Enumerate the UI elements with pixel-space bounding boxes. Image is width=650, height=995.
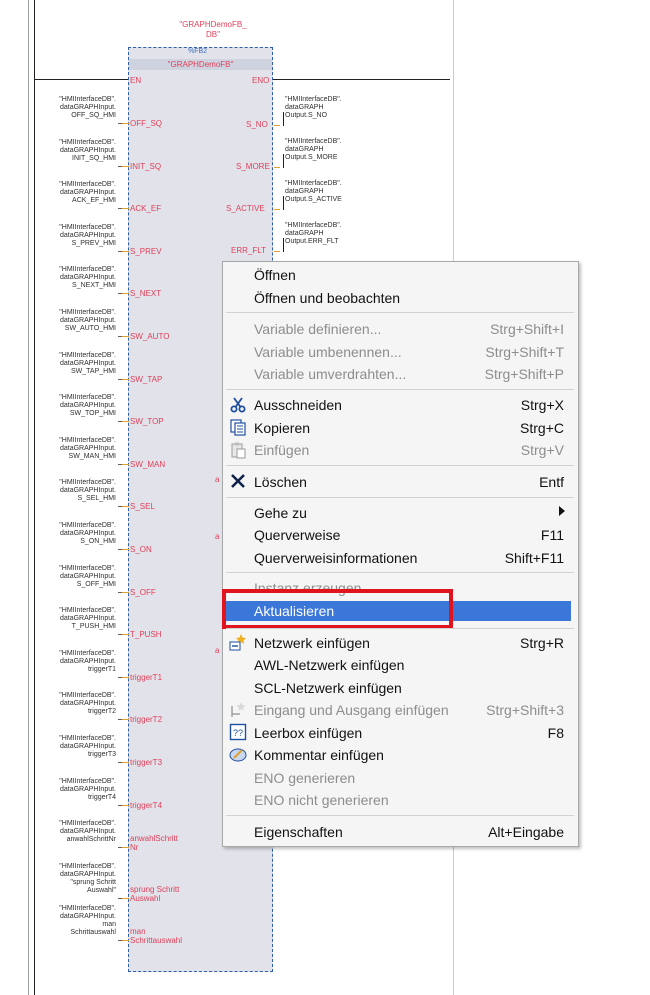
- scissors-icon: [229, 396, 247, 414]
- menu-separator: [226, 312, 574, 313]
- fb-input-pin[interactable]: INIT_SQ: [130, 162, 162, 171]
- menu-item-aktualisieren[interactable]: Aktualisieren: [254, 603, 335, 619]
- menu-item-loeschen[interactable]: Löschen: [254, 474, 307, 490]
- input-connector: [122, 293, 129, 294]
- fb-output-pin[interactable]: ERR_FLT: [231, 246, 266, 255]
- shortcut-eingang-ausgang: Strg+Shift+3: [486, 702, 564, 718]
- input-connector: [122, 677, 129, 678]
- menu-item-eno-generieren: ENO generieren: [254, 770, 356, 786]
- shortcut-variable-umverdrahten: Strg+Shift+P: [484, 366, 564, 382]
- input-connector: [122, 592, 129, 593]
- comment-icon: [229, 746, 247, 764]
- fb-input-pin[interactable]: SW_TAP: [130, 375, 163, 384]
- input-connector: [122, 898, 129, 899]
- output-variable-label[interactable]: "HMIInterfaceDB". dataGRAPH Output.S_ACTIVE: [285, 180, 342, 203]
- output-variable-label[interactable]: "HMIInterfaceDB". dataGRAPH Output.S_NO: [285, 96, 342, 119]
- svg-text:??: ??: [232, 728, 244, 738]
- fb-input-pin[interactable]: S_SEL: [130, 502, 155, 511]
- fb-input-pin[interactable]: T_PUSH: [130, 630, 162, 639]
- input-variable-label[interactable]: "HMIInterfaceDB". dataGRAPHInput. S_SEL_HMI: [59, 479, 116, 502]
- fb-input-pin[interactable]: SW_TOP: [130, 417, 164, 426]
- fb-input-pin[interactable]: anwahlSchritt Nr: [130, 834, 179, 852]
- en-pin[interactable]: EN: [130, 76, 142, 85]
- fb-input-pin[interactable]: SW_AUTO: [130, 332, 170, 341]
- output-wire: [283, 154, 284, 168]
- instance-db-name: "GRAPHDemoFB_ DB": [179, 20, 247, 39]
- input-variable-label[interactable]: "HMIInterfaceDB". dataGRAPHInput. anwahlSchrittNr: [59, 820, 116, 843]
- input-variable-label[interactable]: "HMIInterfaceDB". dataGRAPHInput. SW_TOP_HMI: [59, 394, 116, 417]
- menu-separator: [226, 572, 574, 573]
- output-connector: [274, 125, 280, 126]
- copy-icon: [229, 418, 247, 436]
- partial-pin-label: a: [215, 475, 220, 484]
- menu-item-eno-nicht-generieren: ENO nicht generieren: [254, 792, 389, 808]
- shortcut-querverweise: F11: [540, 527, 564, 543]
- paste-icon: [229, 441, 247, 459]
- delete-x-icon: [229, 472, 247, 490]
- fb-output-pin[interactable]: S_ACTIVE: [226, 204, 265, 213]
- menu-item-eingang-ausgang: Eingang und Ausgang einfügen: [254, 702, 449, 718]
- fb-number: %FB2: [188, 48, 208, 55]
- input-connector: [122, 506, 129, 507]
- input-variable-label[interactable]: "HMIInterfaceDB". dataGRAPHInput. ACK_EF_HMI: [59, 181, 116, 204]
- input-connector: [122, 166, 129, 167]
- input-variable-label[interactable]: "HMIInterfaceDB". dataGRAPHInput. SW_TAP_HMI: [59, 352, 116, 375]
- menu-item-oeffnen[interactable]: Öffnen: [254, 267, 296, 283]
- fb-input-pin[interactable]: triggerT4: [130, 801, 163, 810]
- menu-item-einfuegen: Einfügen: [254, 442, 310, 458]
- shortcut-einfuegen: Strg+V: [520, 442, 564, 458]
- input-connector: [122, 762, 129, 763]
- menu-item-kommentar[interactable]: Kommentar einfügen: [254, 747, 384, 763]
- menu-item-oeffnen-beobachten[interactable]: Öffnen und beobachten: [254, 290, 401, 306]
- output-wire: [283, 196, 284, 210]
- fb-input-pin[interactable]: triggerT2: [130, 715, 163, 724]
- input-connector: [122, 379, 129, 380]
- input-variable-label[interactable]: "HMIInterfaceDB". dataGRAPHInput. S_ON_HMI: [59, 522, 116, 545]
- output-connector: [274, 167, 280, 168]
- eno-pin[interactable]: ENO: [252, 76, 270, 85]
- menu-item-leerbox[interactable]: Leerbox einfügen: [254, 725, 363, 741]
- fb-input-pin[interactable]: sprung Schritt Auswahl: [130, 885, 180, 903]
- output-connector: [274, 209, 280, 210]
- input-variable-label[interactable]: "HMIInterfaceDB". dataGRAPHInput. "sprung Schritt Auswahl": [59, 863, 116, 894]
- shortcut-netzwerk-einfuegen: Strg+R: [520, 635, 564, 651]
- input-connector: [122, 940, 129, 941]
- input-variable-label[interactable]: "HMIInterfaceDB". dataGRAPHInput. SW_AUTO_HMI: [59, 309, 116, 332]
- shortcut-eigenschaften: Alt+Eingabe: [488, 824, 564, 840]
- menu-item-awl-netzwerk[interactable]: AWL-Netzwerk einfügen: [254, 657, 405, 673]
- input-variable-label[interactable]: "HMIInterfaceDB". dataGRAPHInput. triggerT1: [59, 650, 116, 673]
- menu-separator: [226, 815, 574, 816]
- input-variable-label[interactable]: "HMIInterfaceDB". dataGRAPHInput. triggerT4: [59, 778, 116, 801]
- input-connector: [122, 208, 129, 209]
- menu-separator: [226, 497, 574, 498]
- fb-input-pin[interactable]: OFF_SQ: [130, 119, 163, 128]
- fb-title[interactable]: "GRAPHDemoFB": [129, 59, 272, 70]
- menu-item-querverweise[interactable]: Querverweise: [254, 527, 341, 543]
- output-variable-label[interactable]: "HMIInterfaceDB". dataGRAPH Output.S_MORE: [285, 138, 342, 161]
- menu-item-ausschneiden[interactable]: Ausschneiden: [254, 397, 342, 413]
- fb-input-pin[interactable]: S_PREV: [130, 247, 162, 256]
- shortcut-ausschneiden: Strg+X: [520, 397, 564, 413]
- input-connector: [122, 549, 129, 550]
- input-connector: [122, 719, 129, 720]
- fb-input-pin[interactable]: S_OFF: [130, 588, 156, 597]
- input-connector: [122, 805, 129, 806]
- insert-network-icon: [229, 633, 247, 651]
- fb-input-pin[interactable]: ACK_EF: [130, 204, 162, 213]
- menu-item-kopieren[interactable]: Kopieren: [254, 420, 311, 436]
- input-variable-label[interactable]: "HMIInterfaceDB". dataGRAPHInput. triggerT2: [59, 692, 116, 715]
- shortcut-kopieren: Strg+C: [520, 420, 564, 436]
- fb-output-pin[interactable]: S_NO: [246, 120, 268, 129]
- submenu-arrow-icon: [559, 506, 565, 516]
- input-connector: [122, 421, 129, 422]
- input-variable-label[interactable]: "HMIInterfaceDB". dataGRAPHInput. OFF_SQ_HMI: [59, 96, 116, 119]
- input-connector: [122, 336, 129, 337]
- output-wire: [283, 238, 284, 252]
- shortcut-variable-umbenennen: Strg+Shift+T: [485, 344, 564, 360]
- input-connector: [122, 123, 129, 124]
- input-variable-label[interactable]: "HMIInterfaceDB". dataGRAPHInput. SW_MAN_HMI: [59, 437, 116, 460]
- fb-input-pin[interactable]: triggerT1: [130, 673, 163, 682]
- input-variable-label[interactable]: "HMIInterfaceDB". dataGRAPHInput. S_NEXT_HMI: [59, 266, 116, 289]
- input-variable-label[interactable]: "HMIInterfaceDB". dataGRAPHInput. INIT_SQ_HMI: [59, 139, 116, 162]
- output-connector: [274, 251, 280, 252]
- input-variable-label[interactable]: "HMIInterfaceDB". dataGRAPHInput. man Schrittauswahl: [59, 905, 116, 936]
- menu-separator: [226, 628, 574, 629]
- input-connector: [122, 464, 129, 465]
- menu-item-variable-umbenennen: Variable umbenennen...: [254, 344, 402, 360]
- menu-item-netzwerk-einfuegen[interactable]: Netzwerk einfügen: [254, 635, 370, 651]
- annotation-highlight-box: [222, 589, 453, 629]
- shortcut-leerbox: F8: [547, 725, 564, 741]
- fb-input-pin[interactable]: SW_MAN: [130, 460, 166, 469]
- partial-pin-label: a: [215, 646, 220, 655]
- input-variable-label[interactable]: "HMIInterfaceDB". dataGRAPHInput. S_OFF_HMI: [59, 565, 116, 588]
- fb-input-pin[interactable]: man Schrittauswahl: [130, 927, 183, 945]
- partial-pin-label: a: [215, 532, 220, 541]
- menu-item-eigenschaften[interactable]: Eigenschaften: [254, 824, 343, 840]
- menu-item-gehe-zu[interactable]: Gehe zu: [254, 505, 307, 521]
- empty-box-icon: [229, 723, 247, 741]
- input-variable-label[interactable]: "HMIInterfaceDB". dataGRAPHInput. triggerT3: [59, 735, 116, 758]
- shortcut-querverweisinformationen: Shift+F11: [504, 550, 564, 566]
- fb-input-pin[interactable]: triggerT3: [130, 758, 163, 767]
- output-wire: [283, 112, 284, 126]
- shortcut-variable-definieren: Strg+Shift+I: [490, 321, 564, 337]
- input-connector: [122, 847, 129, 848]
- menu-item-instanz-erzeugen: Instanz erzeugen: [254, 580, 362, 596]
- fb-output-pin[interactable]: S_MORE: [236, 162, 270, 171]
- insert-io-icon: [229, 701, 247, 719]
- menu-item-variable-umverdrahten: Variable umverdrahten...: [254, 366, 407, 382]
- input-connector: [122, 251, 129, 252]
- menu-item-variable-definieren: Variable definieren...: [254, 321, 382, 337]
- menu-item-querverweisinformationen[interactable]: Querverweisinformationen: [254, 550, 418, 566]
- menu-separator: [226, 389, 574, 390]
- fb-input-pin[interactable]: S_ON: [130, 545, 152, 554]
- fb-input-pin[interactable]: S_NEXT: [130, 289, 162, 298]
- input-connector: [122, 634, 129, 635]
- power-rail: [34, 0, 35, 995]
- input-variable-label[interactable]: "HMIInterfaceDB". dataGRAPHInput. S_PREV_HMI: [59, 224, 116, 247]
- menu-item-scl-netzwerk[interactable]: SCL-Netzwerk einfügen: [254, 680, 402, 696]
- output-variable-label[interactable]: "HMIInterfaceDB". dataGRAPH Output.ERR_FLT: [285, 222, 342, 245]
- menu-separator: [226, 465, 574, 466]
- shortcut-loeschen: Entf: [539, 474, 564, 490]
- input-variable-label[interactable]: "HMIInterfaceDB". dataGRAPHInput. T_PUSH_HMI: [59, 607, 116, 630]
